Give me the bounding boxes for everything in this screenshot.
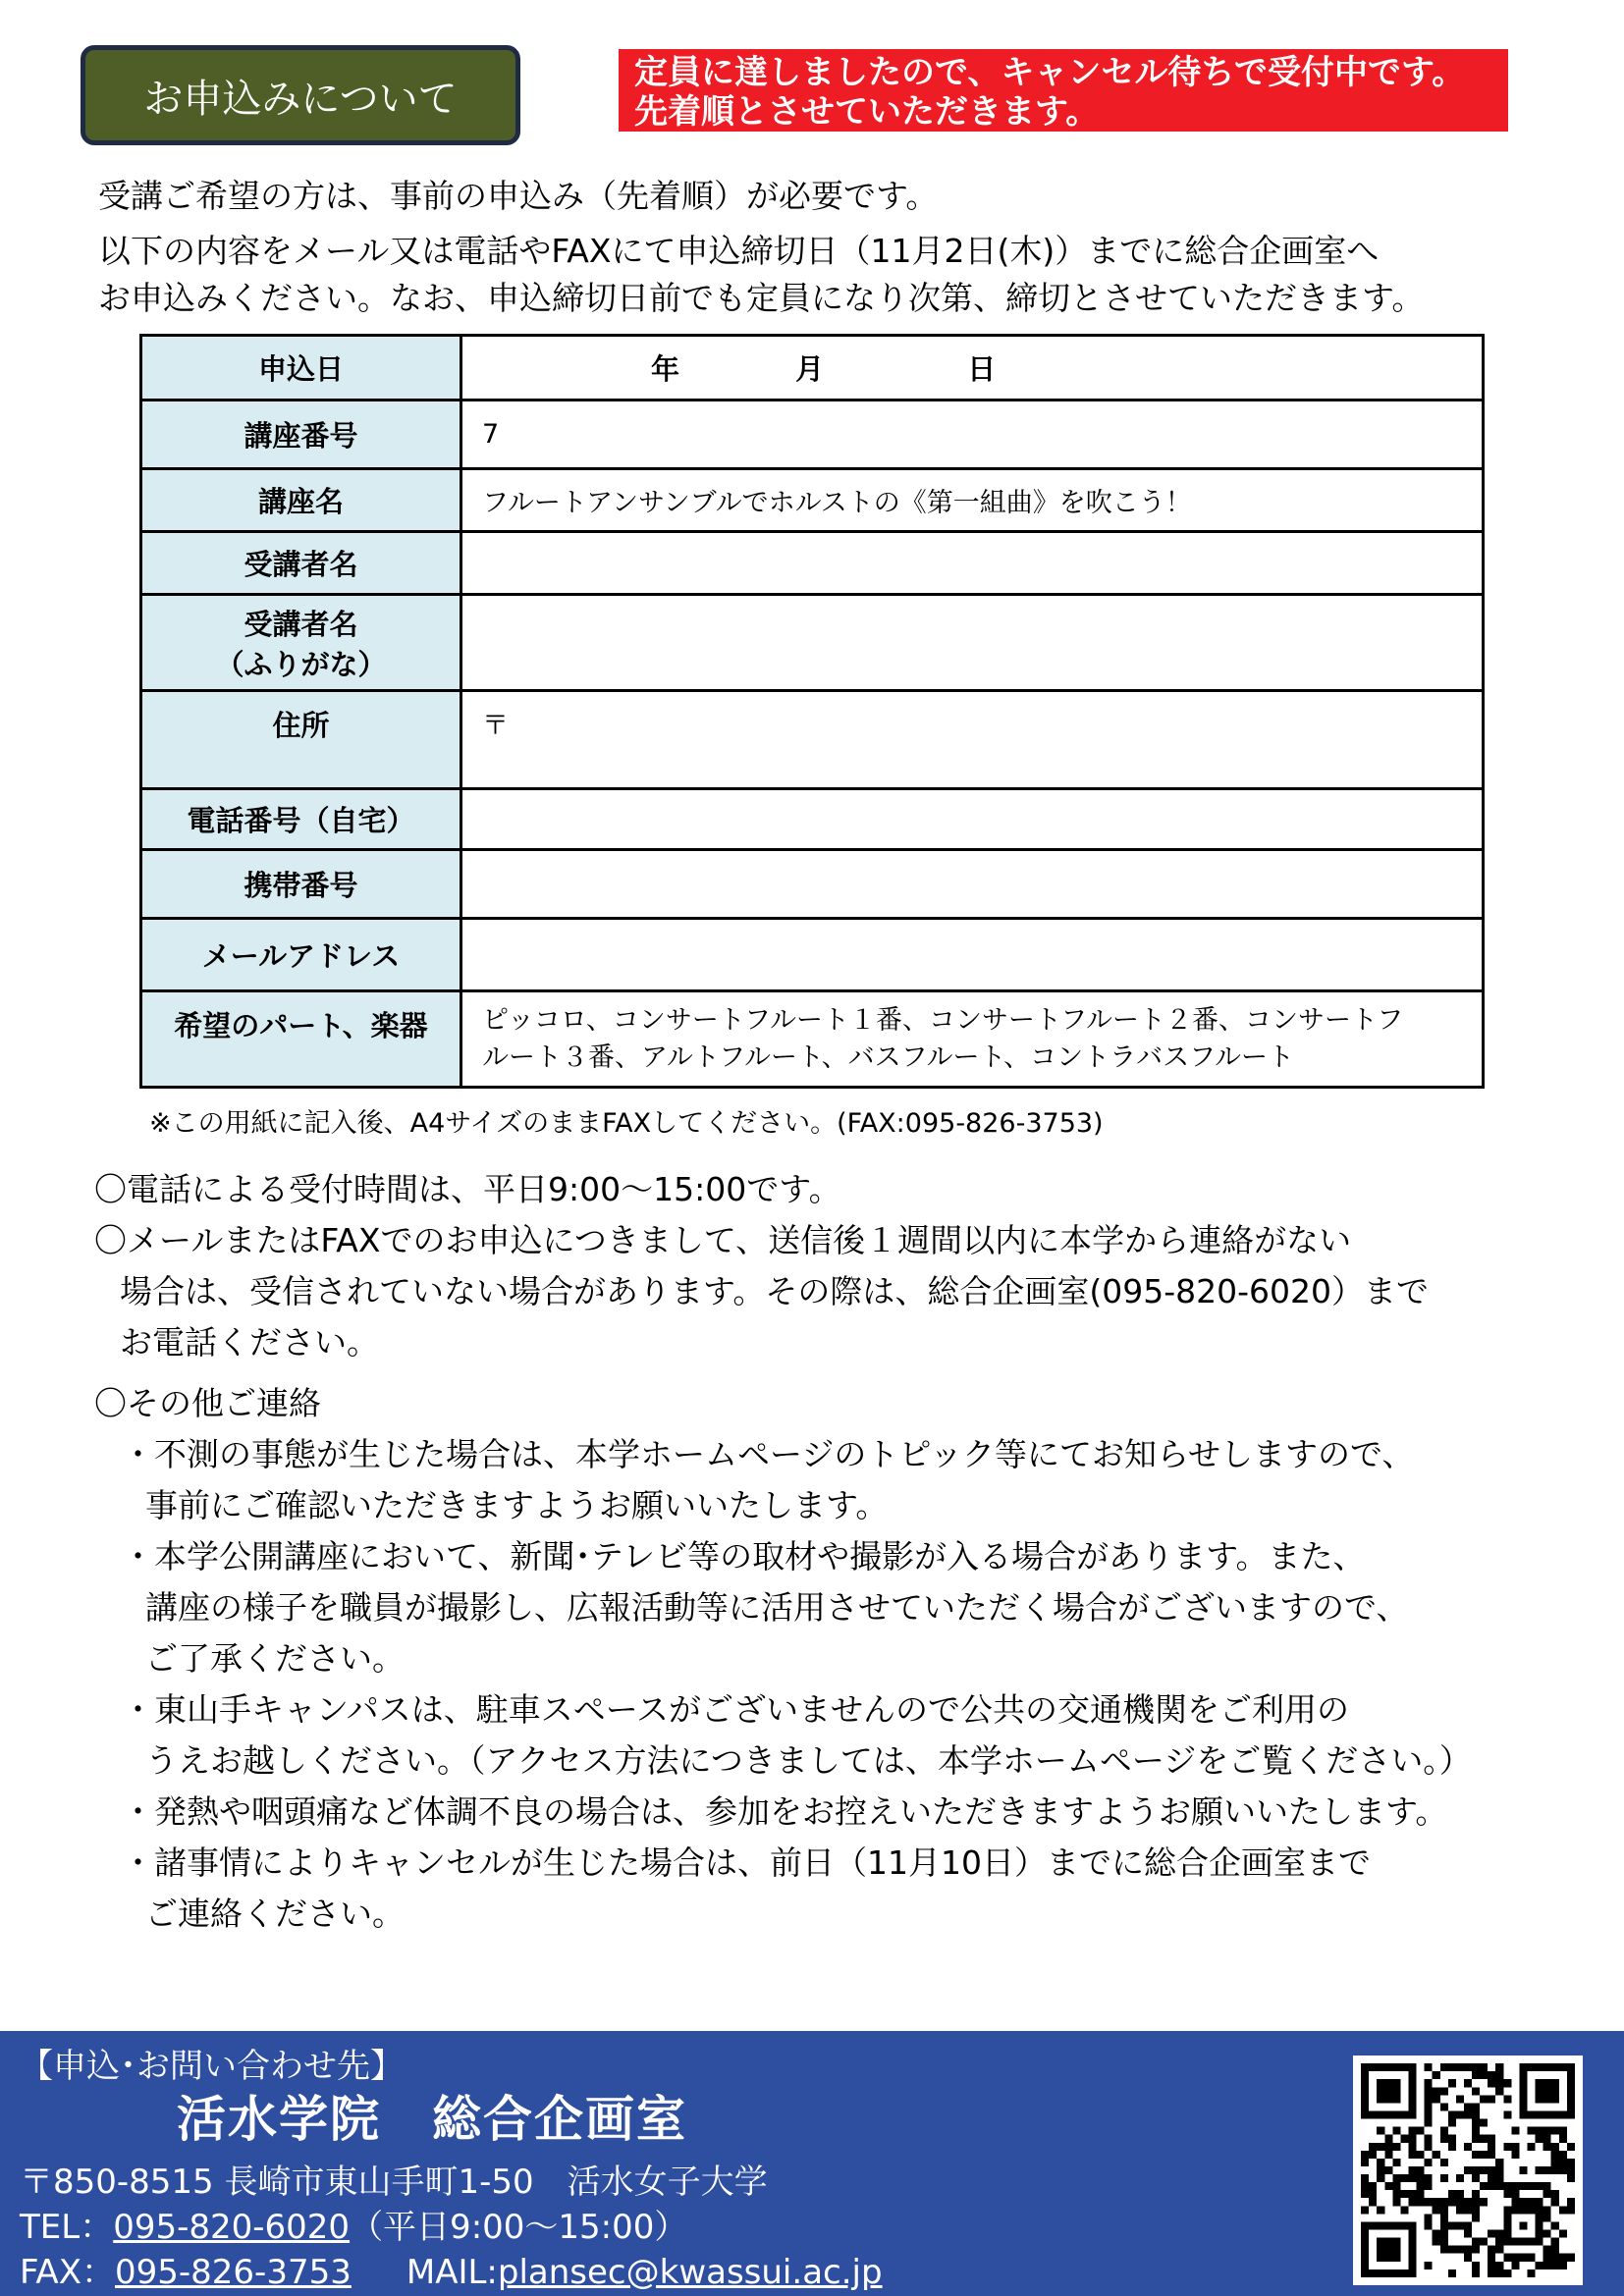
- kana-field[interactable]: [461, 595, 1484, 691]
- course-number-label: 講座番号: [141, 400, 461, 469]
- date-month-unit: 月: [795, 352, 825, 386]
- application-form-table: [139, 334, 1485, 1089]
- qr-code-icon[interactable]: [1353, 2056, 1583, 2285]
- mail-link[interactable]: plansec@kwassui.ac.jp: [497, 2253, 883, 2292]
- mail-note-line-2: 場合は、受信されていない場合があります。その際は、総合企画室(095-820-6020）まで: [120, 1272, 1430, 1310]
- other-note-2-line-3: ご了承ください。: [145, 1639, 405, 1678]
- form-row-date: [141, 336, 1484, 400]
- other-note-1-line-1: ・不測の事態が生じた場合は、本学ホームページのトピック等にてお知らせしますので、: [122, 1435, 1415, 1473]
- mail-note-line-1: 〇メールまたはFAXでのお申込につきまして、送信後１週間以内に本学から連絡がない: [94, 1221, 1352, 1259]
- kana-label-line-2: （ふりがな）: [215, 647, 387, 681]
- fax-link[interactable]: 095-826-3753: [115, 2253, 352, 2292]
- part-options-line-1: ピッコロ、コンサートフルート１番、コンサートフルート２番、コンサートフ: [482, 1004, 1404, 1036]
- other-note-4-line-1: ・発熱や咽頭痛など体調不良の場合は、参加をお控えいただきますようお願いいたします。: [122, 1792, 1448, 1831]
- form-row-part: [141, 991, 1484, 1088]
- part-field[interactable]: [461, 991, 1484, 1088]
- form-row-address: [141, 691, 1484, 789]
- name-label: 受講者名: [141, 532, 461, 595]
- mobile-field[interactable]: [461, 850, 1484, 919]
- other-note-3-line-2: うえお越しください。（アクセス方法につきましては、本学ホームページをご覧ください。）: [145, 1741, 1472, 1780]
- form-row-course-name: [141, 469, 1484, 532]
- waitlist-notice: [619, 49, 1508, 132]
- section-title-badge: [81, 45, 520, 145]
- tel-link[interactable]: 095-820-6020: [113, 2208, 351, 2247]
- course-name-label: 講座名: [141, 469, 461, 532]
- course-name-field[interactable]: フルートアンサンブルでホルストの《第一組曲》を吹こう！: [461, 469, 1484, 532]
- kana-label: [141, 595, 461, 691]
- intro-line-3: お申込みください。なお、申込締切日前でも定員になり次第、締切とさせていただきます。: [98, 279, 1425, 317]
- notice-line-2: 先着順とさせていただきます。: [634, 92, 1100, 132]
- form-row-phone: [141, 789, 1484, 850]
- address-label: 住所: [141, 691, 461, 789]
- notice-line-1: 定員に達しましたので、キャンセル待ちで受付中です。: [634, 53, 1466, 92]
- form-row-mobile: [141, 850, 1484, 919]
- contact-tel-row: [20, 2200, 687, 2248]
- date-day-unit: 日: [967, 352, 997, 386]
- qr-code-graphic: [1353, 2056, 1583, 2285]
- other-notes-title: 〇その他ご連絡: [94, 1384, 321, 1422]
- form-row-email: [141, 919, 1484, 991]
- phone-label: 電話番号（自宅）: [141, 789, 461, 850]
- intro-text: [98, 173, 1424, 322]
- other-note-2-line-1: ・本学公開講座において、新聞･テレビ等の取材や撮影が入る場合があります。また、: [122, 1537, 1366, 1575]
- intro-line-1: 受講ご希望の方は、事前の申込み（先着順）が必要です。: [98, 177, 939, 215]
- tel-hours: （平日9:00～15:00）: [350, 2208, 688, 2247]
- contact-address: 〒850-8515 長崎市東山手町1-50 活水女子大学: [20, 2163, 768, 2202]
- form-row-name: [141, 532, 1484, 595]
- email-label: メールアドレス: [141, 919, 461, 991]
- form-row-kana: [141, 595, 1484, 691]
- course-number-field[interactable]: 7: [461, 400, 1484, 469]
- part-options-line-2: ルート３番、アルトフルート、バスフルート、コントラバスフルート: [482, 1041, 1295, 1073]
- tel-hours-note: 〇電話による受付時間は、平日9:00～15:00です。: [94, 1170, 841, 1208]
- other-note-5-line-2: ご連絡ください。: [145, 1895, 405, 1933]
- other-note-5-line-1: ・諸事情によりキャンセルが生じた場合は、前日（11月10日）までに総合企画室まで: [122, 1843, 1371, 1882]
- date-year-unit: 年: [651, 352, 680, 386]
- fax-prefix: FAX：: [20, 2253, 115, 2292]
- form-row-course-number: [141, 400, 1484, 469]
- intro-line-2: 以下の内容をメール又は電話やFAXにて申込締切日（11月2日(木)）までに総合企画室へ: [98, 232, 1380, 270]
- other-note-3-line-1: ・東山手キャンパスは、駐車スペースがございませんので公共の交通機関をご利用の: [122, 1690, 1350, 1729]
- name-field[interactable]: [461, 532, 1484, 595]
- mobile-label: 携帯番号: [141, 850, 461, 919]
- notes-section: [94, 1164, 1472, 1940]
- contact-fax-row: [20, 2245, 883, 2293]
- other-note-1-line-2: 事前にご確認いただきますようお願いいたします。: [145, 1486, 889, 1524]
- fax-note: ※この用紙に記入後、A4サイズのままFAXしてください。(FAX:095-826-3753): [149, 1108, 1104, 1139]
- kana-label-line-1: 受講者名: [244, 607, 358, 641]
- address-field[interactable]: 〒: [461, 691, 1484, 789]
- mail-note-line-3: お電話ください。: [120, 1323, 379, 1362]
- other-note-2-line-2: 講座の様子を職員が撮影し、広報活動等に活用させていただく場合がございますので、: [145, 1588, 1409, 1627]
- date-field[interactable]: [461, 336, 1484, 400]
- email-field[interactable]: [461, 919, 1484, 991]
- mail-prefix: MAIL:: [406, 2253, 498, 2292]
- tel-prefix: TEL：: [20, 2208, 114, 2247]
- contact-org: 活水学院 総合企画室: [177, 2091, 687, 2148]
- section-title: お申込みについて: [143, 76, 458, 122]
- date-label: 申込日: [141, 336, 461, 400]
- phone-field[interactable]: [461, 789, 1484, 850]
- part-label: 希望のパート、楽器: [141, 991, 461, 1088]
- contact-title: 【申込･お問い合わせ先】: [20, 2047, 404, 2086]
